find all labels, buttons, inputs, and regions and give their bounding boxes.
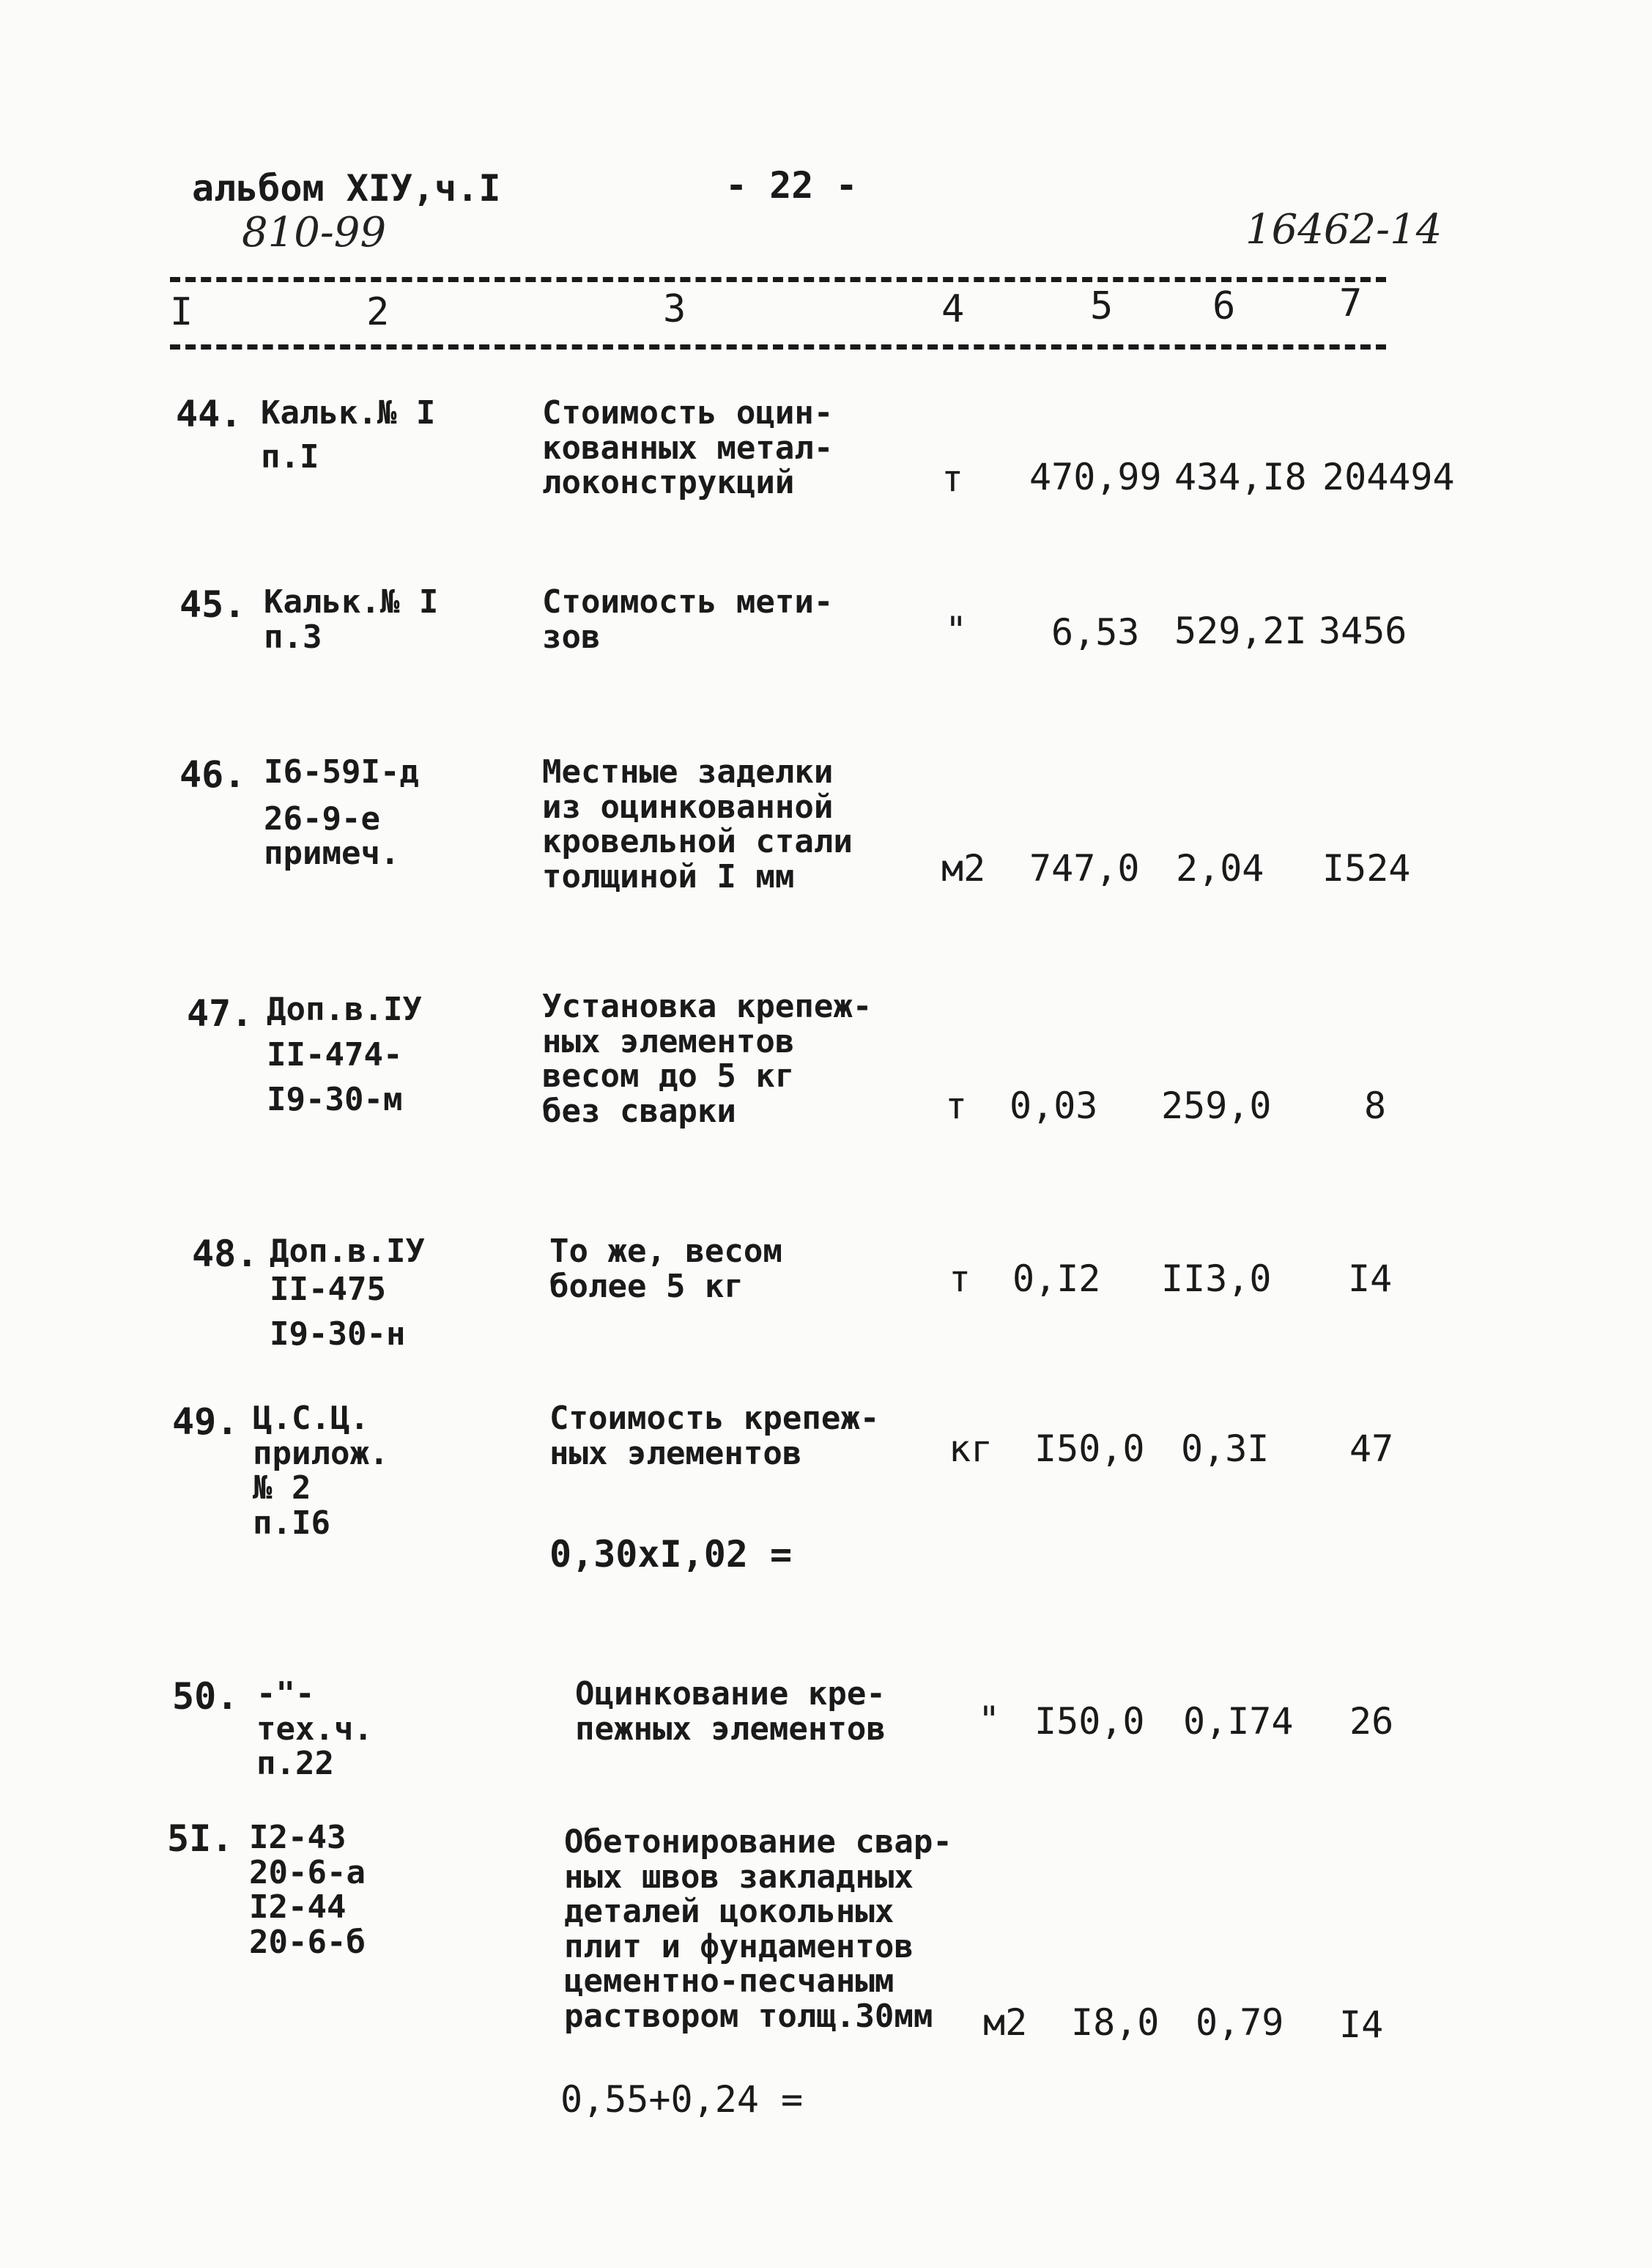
doc-code-left: 810-99 <box>242 209 387 256</box>
reference-line: I9-30-н <box>270 1315 406 1353</box>
description-line: Стоимость оцин- <box>542 394 834 432</box>
row-unit: т <box>941 457 964 500</box>
row-number: 5I. <box>167 1817 234 1860</box>
row-quantity: 470,99 <box>1029 456 1162 498</box>
reference-line: 20-6-а <box>249 1853 366 1891</box>
row-reference <box>261 396 435 474</box>
row-number: 49. <box>172 1400 239 1443</box>
description-line: ных швов закладных <box>564 1858 914 1896</box>
row-quantity: I50,0 <box>1034 1427 1145 1470</box>
row-unit-price: II3,0 <box>1161 1257 1272 1300</box>
reference-line: Ц.С.Ц. <box>253 1400 369 1437</box>
reference-line: -"- <box>256 1675 315 1713</box>
description-line: локонструкций <box>542 464 795 502</box>
row-reference <box>267 992 422 1118</box>
column-number: 5 <box>1090 284 1114 328</box>
row-unit-price: 0,79 <box>1196 2001 1284 2044</box>
reference-line: примеч. <box>264 835 400 873</box>
row-number: 48. <box>192 1233 259 1275</box>
row-description <box>549 1401 879 1471</box>
reference-line: п.I6 <box>253 1504 330 1542</box>
header-rule-bottom <box>170 344 1386 350</box>
description-line: Стоимость мети- <box>542 583 834 621</box>
row-description <box>564 1825 952 2034</box>
reference-line: тех.ч. <box>256 1710 373 1748</box>
row-quantity: 6,53 <box>1051 611 1140 654</box>
reference-line: Доп.в.IУ <box>267 991 422 1028</box>
reference-line: 26-9-е <box>264 799 380 838</box>
row-reference <box>253 1401 388 1540</box>
column-number: 4 <box>941 287 965 331</box>
row-description <box>549 1234 782 1304</box>
row-reference <box>264 755 419 871</box>
row-unit-price: 259,0 <box>1161 1085 1272 1127</box>
column-number: 2 <box>366 290 390 334</box>
reference-line: Доп.в.IУ <box>270 1233 425 1270</box>
description-line: кровельной стали <box>542 823 853 861</box>
description-line: ных элементов <box>542 1022 795 1060</box>
row-reference <box>249 1820 366 1959</box>
row-total: 204494 <box>1322 456 1455 498</box>
row-quantity: I50,0 <box>1034 1700 1145 1743</box>
description-line: цементно-песчаным <box>564 1962 894 2001</box>
row-total: 8 <box>1364 1085 1387 1127</box>
description-line: из оцинкованной <box>542 788 834 826</box>
reference-line: Кальк.№ I <box>261 394 436 432</box>
row-description <box>542 396 833 500</box>
reference-line: 20-6-б <box>249 1923 366 1961</box>
reference-line: п.22 <box>256 1745 334 1783</box>
column-number: 7 <box>1339 281 1363 325</box>
row-number: 46. <box>179 753 246 796</box>
column-number: 3 <box>663 287 686 331</box>
row-unit: кг <box>949 1427 993 1470</box>
column-number: I <box>170 290 193 334</box>
row-number: 50. <box>172 1675 239 1718</box>
doc-code-right: 16462-14 <box>1245 206 1442 254</box>
row-reference <box>264 585 438 654</box>
reference-line: II-474- <box>267 1035 403 1074</box>
row-number: 44. <box>176 393 242 435</box>
description-line: раствором толщ.30мм <box>564 1997 933 2035</box>
row-unit-price: 0,3I <box>1181 1427 1270 1470</box>
reference-line: I9-30-м <box>267 1081 403 1119</box>
row-number: 45. <box>179 583 246 626</box>
row-description <box>575 1677 886 1746</box>
reference-line: II-475 <box>270 1270 386 1308</box>
description-line: Стоимость крепеж- <box>549 1400 880 1437</box>
row-total: 3456 <box>1319 610 1407 652</box>
row-reference <box>256 1677 373 1781</box>
description-line: кованных метал- <box>542 429 834 467</box>
row-unit: м2 <box>941 847 986 890</box>
reference-line: п.I <box>261 437 319 476</box>
description-line: весом до 5 кг <box>542 1057 795 1096</box>
description-line: толщиной I мм <box>542 857 795 895</box>
description-line: зов <box>542 618 601 656</box>
description-line: ных элементов <box>549 1434 802 1472</box>
reference-line: прилож. <box>253 1434 389 1472</box>
row-unit-price: 2,04 <box>1176 847 1264 890</box>
row-unit: " <box>978 1699 1001 1741</box>
description-line: Местные заделки <box>542 753 834 791</box>
album-reference: альбом XIУ,ч.I <box>192 167 501 210</box>
description-line: То же, весом <box>549 1233 782 1270</box>
reference-line: I2-43 <box>249 1819 347 1856</box>
row-unit: " <box>945 609 968 651</box>
row-unit: т <box>945 1085 968 1127</box>
description-line: без сварки <box>542 1092 736 1130</box>
row-total: I4 <box>1339 2003 1384 2046</box>
page-number: - 22 - <box>725 164 858 207</box>
header-rule-top <box>170 277 1386 282</box>
description-line: Обетонирование свар- <box>564 1823 952 1861</box>
row-description <box>542 989 872 1129</box>
reference-line: Кальк.№ I <box>264 583 439 621</box>
row-quantity: 0,I2 <box>1012 1257 1101 1300</box>
reference-line: I2-44 <box>249 1888 347 1927</box>
row-total: 26 <box>1349 1700 1394 1743</box>
row-unit: т <box>949 1257 971 1300</box>
description-line: Установка крепеж- <box>542 988 873 1025</box>
row-reference <box>270 1234 425 1352</box>
reference-line: № 2 <box>253 1469 311 1507</box>
description-line: Оцинкование кре- <box>575 1675 886 1713</box>
row-total: 47 <box>1349 1427 1394 1470</box>
reference-line: п.3 <box>264 618 322 656</box>
reference-line: I6-59I-д <box>264 753 419 791</box>
row-description <box>542 755 853 894</box>
description-line: деталей цокольных <box>564 1893 894 1931</box>
row-quantity: 0,03 <box>1010 1085 1098 1127</box>
description-line: пежных элементов <box>575 1710 886 1748</box>
description-line: более 5 кг <box>549 1267 744 1305</box>
row-description <box>542 585 833 654</box>
row-unit-price: 0,I74 <box>1183 1700 1294 1743</box>
row-total: I524 <box>1322 847 1411 890</box>
row-unit: м2 <box>983 2001 1028 2044</box>
description-line: плит и фундаментов <box>564 1927 914 1965</box>
row-unit-price: 434,I8 <box>1174 456 1307 498</box>
row-unit-price: 529,2I <box>1174 610 1307 652</box>
row-quantity: I8,0 <box>1071 2001 1160 2044</box>
row-total: I4 <box>1348 1257 1393 1300</box>
row-formula: 0,30xI,02 = <box>549 1533 793 1576</box>
row-quantity: 747,0 <box>1029 847 1140 890</box>
row-formula: 0,55+0,24 = <box>560 2078 804 2121</box>
row-number: 47. <box>187 992 253 1035</box>
column-number: 6 <box>1212 284 1236 328</box>
